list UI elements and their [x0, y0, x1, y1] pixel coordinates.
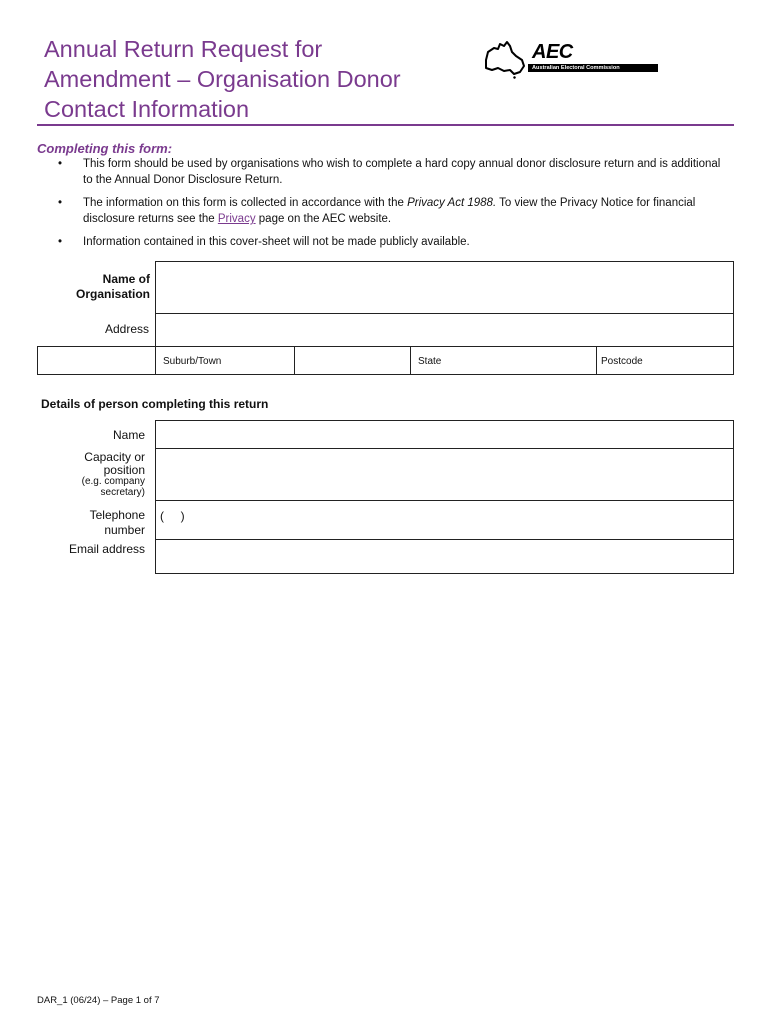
title-line-3: Contact Information	[44, 96, 250, 122]
header-divider	[37, 124, 734, 126]
area-code-brackets: ( )	[160, 509, 185, 523]
capacity-note: (e.g. company	[81, 476, 145, 487]
bullet-text: Information contained in this cover-sheet will not be made publicly available.	[83, 236, 470, 248]
bullet-icon: •	[58, 197, 63, 209]
telephone-label-line: Telephone	[89, 508, 145, 522]
list-item	[58, 234, 730, 250]
privacy-act-citation: Privacy Act 1988.	[407, 197, 497, 209]
title-line-2: Amendment – Organisation Donor	[44, 66, 401, 92]
organisation-name-label: Name of Organisation	[75, 272, 150, 301]
suburb-value-field[interactable]	[294, 346, 411, 375]
australia-map-icon	[480, 40, 528, 80]
organisation-name-field[interactable]	[155, 261, 734, 314]
capacity-label-line: Capacity or	[84, 450, 145, 464]
postcode-field[interactable]	[596, 346, 734, 375]
capacity-note: secretary)	[100, 487, 145, 498]
state-label: State	[418, 356, 442, 367]
email-field[interactable]	[155, 539, 734, 574]
person-section-heading: Details of person completing this return	[41, 397, 269, 411]
page-title	[44, 34, 464, 124]
bullet-icon: •	[58, 158, 63, 170]
privacy-link[interactable]: Privacy	[217, 213, 256, 225]
telephone-field[interactable]	[155, 500, 734, 540]
postcode-label: Postcode	[601, 356, 643, 367]
address-row-spacer	[37, 346, 156, 375]
logo-subtext: Australian Electoral Commission	[528, 64, 658, 72]
title-line-1: Annual Return Request for	[44, 36, 323, 62]
bullet-icon: •	[58, 236, 63, 248]
suburb-label: Suburb/Town	[163, 356, 222, 367]
instructions-heading: Completing this form:	[37, 141, 173, 156]
bullet-text: This form should be used by organisations who wish to complete a hard copy annual donor disclosure return and is additional to the Annual Donor Disclosure Return.	[83, 158, 721, 186]
person-name-field[interactable]	[155, 420, 734, 449]
bullet-text-part: page on the AEC website.	[255, 213, 392, 225]
suburb-field[interactable]	[155, 346, 295, 375]
capacity-label	[45, 450, 145, 498]
bullet-text-part: The information on this form is collected in accordance with the	[83, 197, 408, 209]
capacity-label-line: position	[103, 463, 145, 477]
capacity-field[interactable]	[155, 448, 734, 501]
list-item	[58, 195, 730, 227]
state-field[interactable]	[410, 346, 597, 375]
telephone-label-line: number	[104, 523, 145, 537]
logo-text: AEC	[532, 41, 573, 63]
telephone-label	[45, 508, 145, 538]
address-field[interactable]	[155, 313, 734, 347]
instructions-list	[58, 156, 730, 257]
aec-logo	[480, 40, 660, 82]
list-item	[58, 156, 730, 188]
person-name-label: Name	[112, 428, 145, 442]
address-label: Address	[104, 322, 149, 336]
email-label: Email address	[68, 542, 145, 556]
page-footer: DAR_1 (06/24) – Page 1 of 7	[37, 995, 160, 1006]
bullet-text-part: To view the Privacy Notice for financial disclosure returns see the	[83, 197, 696, 225]
